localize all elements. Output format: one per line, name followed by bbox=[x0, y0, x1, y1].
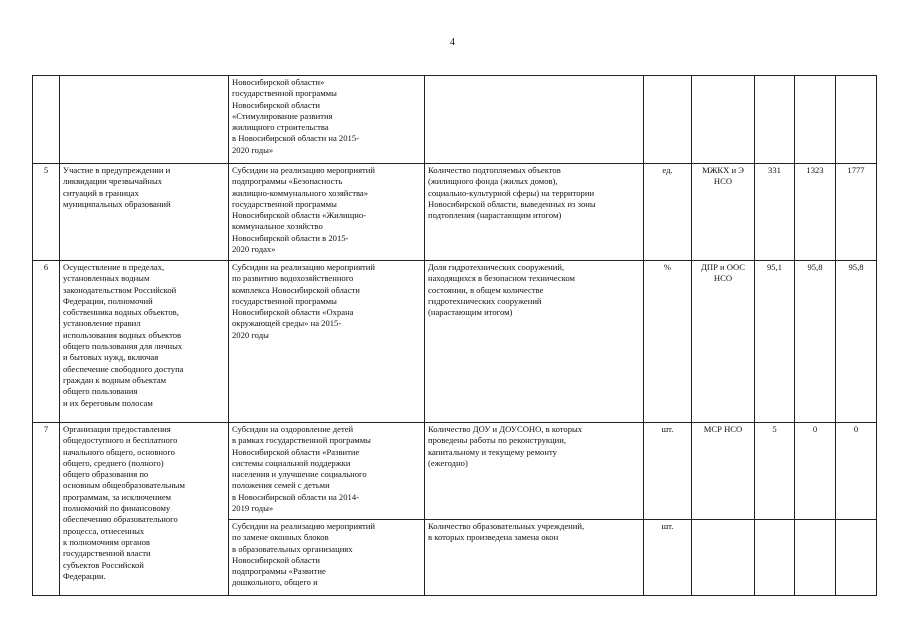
table-body bbox=[33, 76, 877, 596]
responsible-cell bbox=[692, 261, 755, 423]
text-line: государственной власти bbox=[63, 548, 151, 559]
unit-cell: ед. bbox=[644, 164, 692, 261]
text-line: субъектов Российской bbox=[63, 559, 144, 570]
text-line: в которых произведена замена окон bbox=[428, 532, 559, 543]
text-line: Доля гидротехнических сооружений, bbox=[428, 262, 565, 272]
text-line: обеспечение свободного доступа bbox=[63, 363, 184, 374]
text-line: Субсидии на реализацию мероприятий bbox=[232, 521, 375, 531]
responsible-cell bbox=[692, 76, 755, 164]
indicator-cell bbox=[425, 423, 644, 520]
table-row bbox=[33, 423, 877, 520]
text-line: Субсидии на реализацию мероприятий bbox=[232, 165, 375, 175]
text-line: Новосибирской области bbox=[232, 554, 321, 565]
row-number-cell: 7 bbox=[33, 423, 60, 596]
value-cell-1: 95,1 bbox=[755, 261, 795, 423]
text-line: 2020 годы bbox=[232, 329, 269, 340]
unit-cell: шт. bbox=[644, 423, 692, 520]
name-cell bbox=[60, 423, 229, 596]
value-cell-3: 95,8 bbox=[836, 261, 877, 423]
text-line: жилищного строительства bbox=[232, 122, 329, 133]
text-line: ликвидации чрезвычайных bbox=[63, 176, 163, 187]
text-line: государственной программы bbox=[232, 88, 337, 99]
text-line: Организация предоставления bbox=[63, 424, 171, 434]
text-line: законодательством Российской bbox=[63, 284, 177, 295]
table-row bbox=[33, 164, 877, 261]
responsible-cell bbox=[692, 520, 755, 596]
text-line: подтопления (нарастающим итогом) bbox=[428, 210, 562, 221]
text-line: (ежегодно) bbox=[428, 457, 468, 468]
row-number-cell: 5 bbox=[33, 164, 60, 261]
text-line: общего пользования для личных bbox=[63, 341, 183, 352]
indicators-table bbox=[32, 75, 877, 596]
text-line: собственника водных объектов, bbox=[63, 307, 179, 318]
value-cell-2: 95,8 bbox=[795, 261, 836, 423]
text-line: подпрограммы «Безопасность bbox=[232, 176, 343, 187]
value-cell-1 bbox=[755, 76, 795, 164]
text-line: «Стимулирование развития bbox=[232, 110, 333, 121]
name-cell bbox=[60, 164, 229, 261]
indicator-cell bbox=[425, 261, 644, 423]
row-number-cell: 6 bbox=[33, 261, 60, 423]
text-line: общего, среднего (полного) bbox=[63, 457, 164, 468]
text-line: в Новосибирской области на 2015- bbox=[232, 133, 359, 144]
row-number-cell bbox=[33, 76, 60, 164]
value-cell-1: 5 bbox=[755, 423, 795, 520]
text-line: НСО bbox=[713, 176, 733, 187]
text-line: капитальному и текущему ремонту bbox=[428, 446, 557, 457]
text-line: состоянии, в общем количестве bbox=[428, 284, 544, 295]
value-cell-1: 331 bbox=[755, 164, 795, 261]
measure-cell bbox=[229, 261, 425, 423]
name-cell bbox=[60, 261, 229, 423]
indicator-cell bbox=[425, 76, 644, 164]
text-line: общего образования по bbox=[63, 469, 149, 480]
text-line: программам, за исключением bbox=[63, 491, 172, 502]
text-line: общедоступного и бесплатного bbox=[63, 435, 178, 446]
text-line: Федерации, полномочий bbox=[63, 295, 153, 306]
text-line: гидротехнических сооружений bbox=[428, 295, 542, 306]
text-line: ситуаций в границах bbox=[63, 187, 139, 198]
responsible-cell bbox=[692, 423, 755, 520]
text-line: полномочий по финансовому bbox=[63, 503, 171, 514]
measure-cell bbox=[229, 423, 425, 520]
name-cell bbox=[60, 76, 229, 164]
page-number: 4 bbox=[450, 37, 455, 48]
text-line: установление правил bbox=[63, 318, 141, 329]
text-line: НСО bbox=[713, 273, 733, 284]
text-line: Федерации. bbox=[63, 570, 106, 581]
text-line: муниципальных образований bbox=[63, 198, 171, 209]
text-line: Новосибирской области, выведенных из зоны bbox=[428, 198, 596, 209]
text-line: МСР НСО bbox=[703, 424, 743, 434]
text-line: ДПР и ООС bbox=[701, 262, 745, 272]
text-line: Новосибирской области «Охрана bbox=[232, 307, 354, 318]
text-line: граждан к водным объектам bbox=[63, 374, 167, 385]
indicator-cell bbox=[425, 520, 644, 596]
value-cell-2: 0 bbox=[795, 423, 836, 520]
text-line: Количество образовательных учреждений, bbox=[428, 521, 585, 531]
value-cell-2 bbox=[795, 520, 836, 596]
unit-cell: шт. bbox=[644, 520, 692, 596]
text-line: в Новосибирской области на 2014- bbox=[232, 491, 359, 502]
measure-cell bbox=[229, 164, 425, 261]
text-line: дошкольного, общего и bbox=[232, 577, 318, 588]
text-line: (жилищного фонда (жилых домов), bbox=[428, 176, 558, 187]
text-line: Субсидии на оздоровление детей bbox=[232, 424, 354, 434]
text-line: государственной программы bbox=[232, 295, 337, 306]
text-line: Осуществление в пределах, bbox=[63, 262, 165, 272]
text-line: Количество ДОУ и ДОУСОНО, в которых bbox=[428, 424, 583, 434]
text-line: Новосибирской области bbox=[232, 99, 321, 110]
responsible-cell bbox=[692, 164, 755, 261]
text-line: МЖКХ и Э bbox=[702, 165, 744, 175]
text-line: и бытовых нужд, включая bbox=[63, 352, 159, 363]
text-line: процесса, отнесенных bbox=[63, 525, 145, 536]
text-line: жилищно-коммунального хозяйства» bbox=[232, 187, 369, 198]
measure-cell bbox=[229, 76, 425, 164]
text-line: по замене оконных блоков bbox=[232, 532, 329, 543]
value-cell-2: 1323 bbox=[795, 164, 836, 261]
text-line: комплекса Новосибирской области bbox=[232, 284, 360, 295]
text-line: коммунальное хозяйство bbox=[232, 221, 323, 232]
indicator-cell bbox=[425, 164, 644, 261]
text-line: Субсидии на реализацию мероприятий bbox=[232, 262, 375, 272]
value-cell-2 bbox=[795, 76, 836, 164]
measure-cell bbox=[229, 520, 425, 596]
text-line: 2019 годы» bbox=[232, 503, 274, 514]
text-line: к полномочиям органов bbox=[63, 536, 150, 547]
text-line: Участие в предупреждении и bbox=[63, 165, 171, 175]
unit-cell bbox=[644, 76, 692, 164]
value-cell-3: 1777 bbox=[836, 164, 877, 261]
table-row bbox=[33, 261, 877, 423]
text-line: в образовательных организациях bbox=[232, 543, 353, 554]
text-line: 2020 годах» bbox=[232, 244, 276, 255]
text-line: (нарастающим итогом) bbox=[428, 307, 513, 318]
text-line: Новосибирской области «Развитие bbox=[232, 446, 360, 457]
value-cell-3: 0 bbox=[836, 423, 877, 520]
text-line: общего пользования bbox=[63, 386, 138, 397]
value-cell-3 bbox=[836, 76, 877, 164]
unit-cell: % bbox=[644, 261, 692, 423]
text-line: Новосибирской области» bbox=[232, 77, 325, 87]
text-line: установленных водным bbox=[63, 273, 150, 284]
text-line: начального общего, основного bbox=[63, 446, 175, 457]
text-line: социально-культурной сферы) на территории bbox=[428, 187, 595, 198]
text-line: проведены работы по реконструкции, bbox=[428, 435, 567, 446]
text-line: населения и улучшение социального bbox=[232, 469, 367, 480]
text-line: основным общеобразовательным bbox=[63, 480, 185, 491]
text-line: подпрограммы «Развитие bbox=[232, 566, 326, 577]
text-line: находящихся в безопасном техническом bbox=[428, 273, 575, 284]
text-line: в рамках государственной программы bbox=[232, 435, 371, 446]
text-line: Новосибирской области «Жилищно- bbox=[232, 210, 367, 221]
text-line: 2020 годы» bbox=[232, 144, 274, 155]
text-line: положения семей с детьми bbox=[232, 480, 330, 491]
text-line: окружающей среды» на 2015- bbox=[232, 318, 342, 329]
text-line: системы социальной поддержки bbox=[232, 457, 351, 468]
text-line: и их береговым полосам bbox=[63, 397, 153, 408]
value-cell-3 bbox=[836, 520, 877, 596]
value-cell-1 bbox=[755, 520, 795, 596]
text-line: Новосибирской области в 2015- bbox=[232, 232, 349, 243]
text-line: использования водных объектов bbox=[63, 329, 182, 340]
text-line: по развитию водохозяйственного bbox=[232, 273, 354, 284]
text-line: государственной программы bbox=[232, 198, 337, 209]
text-line: Количество подтопляемых объектов bbox=[428, 165, 561, 175]
table-row bbox=[33, 76, 877, 164]
text-line: обеспечению образовательного bbox=[63, 514, 178, 525]
